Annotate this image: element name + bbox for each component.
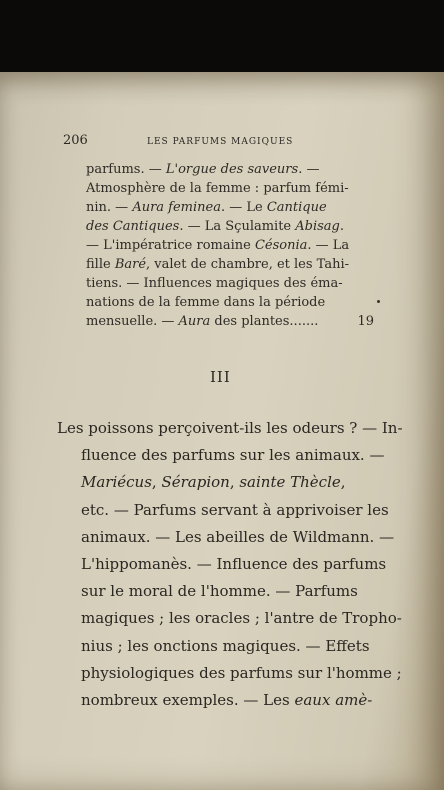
running-title: LES PARFUMS MAGIQUES	[147, 137, 294, 147]
text-line	[57, 551, 387, 578]
text-segment: magiques ; les oracles ; l'antre de Tropho-	[81, 609, 402, 628]
text-segment: . — La	[307, 238, 350, 253]
italic-text: L'orgue des saveurs	[165, 162, 299, 177]
text-segment: . — Le	[220, 200, 267, 215]
text-line	[57, 578, 373, 605]
text-line	[57, 415, 403, 442]
text-segment: des plantes.......	[210, 314, 319, 329]
italic-text: eaux amè-	[294, 690, 373, 709]
text-segment: mensuelle. —	[86, 314, 179, 329]
text-line	[57, 605, 402, 632]
italic-text: sainte Thècle	[239, 473, 341, 492]
text-segment: ,	[229, 473, 240, 492]
text-line	[86, 217, 374, 236]
text-segment: L'hippomanès. — Influence des parfums	[81, 554, 387, 573]
text-line	[86, 236, 374, 255]
text-segment: . — La Sçulamite	[179, 219, 296, 234]
text-segment: ,	[151, 473, 162, 492]
text-segment: ,	[340, 473, 346, 492]
text-segment: animaux. — Les abeilles de Wildmann. —	[81, 527, 395, 546]
text-line	[86, 198, 374, 217]
text-segment: tiens. — Influences magiques des éma-	[86, 276, 343, 291]
chapter-summary-block	[86, 160, 374, 331]
text-segment: fille	[86, 257, 115, 272]
text-line	[86, 179, 374, 198]
italic-text: Césonia	[254, 238, 308, 253]
italic-text: Sérapion	[161, 473, 230, 492]
text-line	[57, 524, 395, 551]
italic-text: Baré	[114, 257, 147, 272]
text-segment: nations de la femme dans la période	[86, 295, 326, 310]
text-line	[86, 160, 374, 179]
italic-text: Aura	[178, 314, 211, 329]
text-line	[57, 687, 373, 714]
text-segment: — L'impératrice romaine	[86, 238, 255, 253]
text-segment: etc. — Parfums servant à apprivoiser les	[81, 500, 389, 519]
text-segment: sur le moral de l'homme. — Parfums	[81, 582, 358, 601]
text-line	[57, 442, 385, 469]
italic-text: Cantique	[266, 200, 327, 215]
text-line	[57, 660, 402, 687]
section-summary-block	[57, 415, 403, 714]
italic-text: Abisag	[295, 219, 340, 234]
text-segment: , valet de chambre, et les Tahi-	[146, 257, 350, 272]
text-segment: Les poissons perçoivent-ils les odeurs ? — In-	[57, 419, 403, 437]
text-segment: physiologiques des parfums sur l'homme ;	[81, 663, 402, 682]
text-line	[86, 312, 374, 331]
text-line	[86, 255, 374, 274]
italic-text: des Cantiques	[86, 219, 180, 234]
text-line	[57, 469, 373, 496]
text-segment: .	[339, 219, 345, 234]
text-line	[86, 293, 374, 312]
page-header	[0, 133, 444, 153]
italic-text: Aura feminea	[132, 200, 221, 215]
page-reference: 19	[357, 314, 374, 329]
text-segment: nombreux exemples. — Les	[81, 690, 295, 709]
section-number: III	[210, 368, 231, 386]
text-segment: parfums. —	[86, 162, 166, 177]
text-line	[86, 274, 374, 293]
text-segment: nin. —	[86, 200, 133, 215]
text-segment: . —	[298, 162, 320, 177]
page-number: 206	[63, 133, 88, 148]
text-segment: Atmosphère de la femme : parfum fémi-	[86, 181, 349, 196]
text-segment: nius ; les onctions magiques. — Effets	[81, 636, 370, 655]
italic-text: Mariécus	[81, 473, 152, 492]
paper-speck	[377, 300, 380, 303]
text-line	[57, 633, 373, 660]
text-segment: fluence des parfums sur les animaux. —	[81, 446, 385, 465]
text-line	[57, 497, 389, 524]
